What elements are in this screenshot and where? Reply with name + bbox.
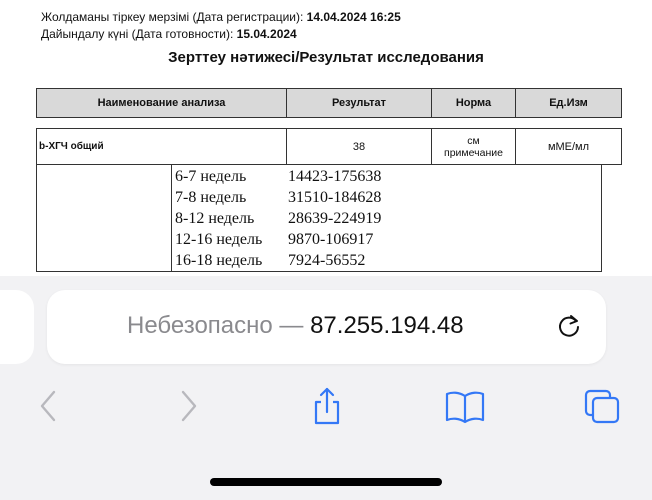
reference-ranges-box — [36, 164, 602, 272]
ref-week: 12-16 недель — [175, 231, 263, 248]
ready-value: 15.04.2024 — [236, 27, 297, 41]
address-bar[interactable] — [47, 290, 606, 364]
tabs-button[interactable] — [580, 386, 624, 426]
reload-icon[interactable] — [555, 312, 583, 340]
ready-label: Дайындалу күні (Дата готовности): — [41, 27, 234, 41]
forward-button[interactable] — [168, 386, 212, 426]
divider — [171, 164, 172, 271]
bookmarks-button[interactable] — [443, 386, 487, 426]
analysis-norm — [432, 129, 516, 165]
address-text[interactable] — [127, 312, 464, 340]
norm-line-1: см — [467, 134, 480, 147]
registration-value: 14.04.2024 16:25 — [306, 10, 401, 24]
analysis-result: 38 — [287, 129, 432, 165]
ref-range: 28639-224919 — [288, 210, 382, 227]
address-host: 87.255.194.48 — [310, 312, 464, 339]
results-header-table — [36, 88, 622, 118]
list-item — [175, 187, 381, 208]
ref-range: 14423-175638 — [288, 168, 382, 185]
chevron-left-icon — [27, 386, 71, 426]
norm-line-2: примечание — [444, 146, 503, 159]
analysis-name: b-ХГЧ общий — [37, 129, 287, 165]
ref-range: 7924-56552 — [288, 252, 366, 269]
security-warning: Небезопасно — — [127, 312, 304, 339]
book-icon — [443, 386, 487, 426]
list-item — [175, 166, 381, 187]
ref-week: 8-12 недель — [175, 210, 255, 227]
header-result: Результат — [287, 89, 432, 118]
header-unit: Ед.Изм — [516, 89, 622, 118]
ref-week: 7-8 недель — [175, 189, 247, 206]
ref-range: 31510-184628 — [288, 189, 382, 206]
results-title: Зерттеу нәтижесі/Результат исследования — [168, 49, 484, 66]
share-button[interactable] — [305, 386, 349, 426]
tabs-icon — [580, 386, 624, 426]
analysis-unit: мМЕ/мл — [516, 129, 622, 165]
ref-week: 6-7 недель — [175, 168, 247, 185]
results-row-table — [36, 128, 622, 165]
list-item — [175, 250, 381, 271]
share-icon — [305, 386, 349, 426]
reference-ranges — [175, 166, 381, 271]
ready-date — [41, 27, 297, 41]
registration-label: Жолдаманы тіркеу мерзімі (Дата регистрации): — [41, 10, 304, 24]
back-button[interactable] — [27, 386, 71, 426]
table-row — [37, 129, 622, 165]
ref-range: 9870-106917 — [288, 231, 374, 248]
home-indicator[interactable] — [210, 478, 442, 486]
header-analysis-name: Наименование анализа — [37, 89, 287, 118]
previous-tab-preview[interactable] — [0, 290, 34, 364]
list-item — [175, 208, 381, 229]
header-norm: Норма — [432, 89, 516, 118]
chevron-right-icon — [168, 386, 212, 426]
list-item — [175, 229, 381, 250]
registration-date — [41, 10, 401, 24]
ref-week: 16-18 недель — [175, 252, 263, 269]
